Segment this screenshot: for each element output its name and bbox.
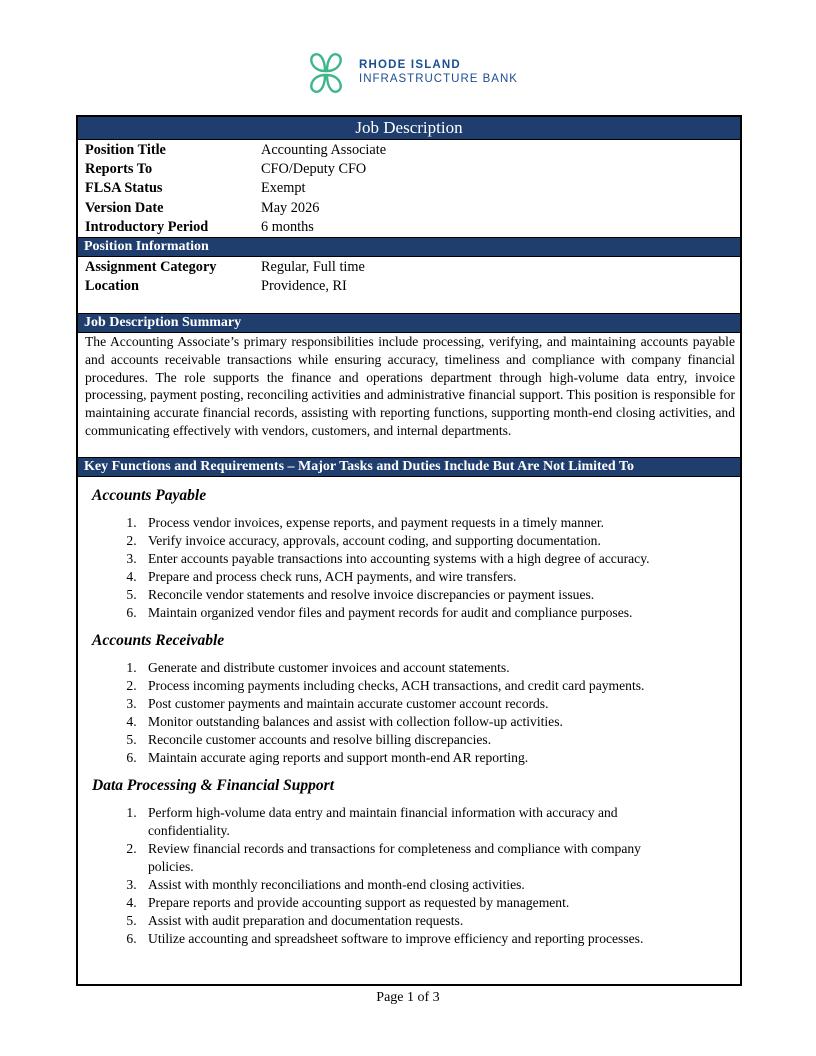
list-item: 5. Assist with audit preparation and documentation requests. <box>140 912 670 930</box>
list-item: 4. Monitor outstanding balances and assist with collection follow-up activities. <box>140 713 740 731</box>
duties-list <box>92 804 670 948</box>
detail-row <box>78 179 740 198</box>
section-data-processing <box>78 777 740 948</box>
info-label: Location <box>85 278 140 295</box>
detail-label: Position Title <box>85 142 166 158</box>
position-info-heading: Position Information <box>78 237 740 257</box>
info-value: Providence, RI <box>261 278 347 295</box>
info-row <box>78 277 740 296</box>
list-item: 1. Perform high-volume data entry and maintain financial information with accuracy and confidentiality. <box>140 804 670 840</box>
detail-row <box>78 199 740 218</box>
summary-heading: Job Description Summary <box>78 313 740 333</box>
org-name-line1: RHODE ISLAND <box>359 59 461 71</box>
document-title: Job Description <box>78 117 740 140</box>
detail-label: Introductory Period <box>85 218 209 235</box>
list-item: 1. Generate and distribute customer invoices and account statements. <box>140 659 740 677</box>
list-item: 3. Enter accounts payable transactions into accounting systems with a high degree of accuracy. <box>140 550 740 568</box>
list-item: 3. Assist with monthly reconciliations and month-end closing activities. <box>140 876 670 894</box>
detail-value: CFO/Deputy CFO <box>261 161 367 178</box>
organization-logo <box>302 50 522 100</box>
functions-heading: Key Functions and Requirements – Major Tasks and Duties Include But Are Not Limited To <box>78 457 740 477</box>
org-name-line2: INFRASTRUCTURE BANK <box>359 73 518 85</box>
detail-value: Accounting Associate <box>261 142 387 158</box>
organization-name <box>359 58 518 86</box>
summary-text: The Accounting Associate’s primary responsibilities include processing, verifying, and maintaining accounts payable and accounts receivable transactions while ensuring accuracy, timeliness and compliance with company financial procedures. The role supports the finance and operations department through high-volume data entry, invoice processing, payment posting, reconciling activities and administrative financial support. This position is responsible for maintaining accurate financial records, assisting with reporting functions, supporting month-end closing activities, and communicating effectively with vendors, customers, and internal departments. <box>85 333 735 438</box>
list-item: 4. Prepare reports and provide accounting support as requested by management. <box>140 894 670 912</box>
list-item: 4. Prepare and process check runs, ACH payments, and wire transfers. <box>140 568 740 586</box>
section-heading: Data Processing & Financial Support <box>92 776 335 794</box>
info-value: Regular, Full time <box>261 258 365 275</box>
section-accounts-payable <box>78 487 740 622</box>
list-item: 1. Process vendor invoices, expense reports, and payment requests in a timely manner. <box>140 514 740 532</box>
list-item: 5. Reconcile vendor statements and resolve invoice discrepancies or payment issues. <box>140 586 740 604</box>
section-accounts-receivable <box>78 632 740 767</box>
info-row <box>78 258 740 277</box>
detail-value: May 2026 <box>261 199 320 216</box>
list-item: 6. Maintain accurate aging reports and support month-end AR reporting. <box>140 749 740 767</box>
clover-logo-icon <box>302 50 348 96</box>
detail-row <box>78 218 740 237</box>
list-item: 5. Reconcile customer accounts and resolve billing discrepancies. <box>140 731 740 749</box>
list-item: 2. Review financial records and transactions for completeness and compliance with company policies. <box>140 840 670 876</box>
position-details <box>78 140 740 237</box>
position-info <box>78 257 740 313</box>
list-item: 3. Post customer payments and maintain accurate customer account records. <box>140 695 740 713</box>
list-item: 6. Utilize accounting and spreadsheet software to improve efficiency and reporting processes. <box>140 930 670 948</box>
section-heading: Accounts Receivable <box>92 631 225 649</box>
detail-label: FLSA Status <box>85 180 163 197</box>
detail-row <box>78 160 740 179</box>
list-item: 2. Process incoming payments including checks, ACH transactions, and credit card payments. <box>140 677 740 695</box>
detail-value: Exempt <box>261 180 306 197</box>
duties-list <box>92 514 740 622</box>
duties-list <box>92 659 740 767</box>
list-item: 2. Verify invoice accuracy, approvals, account coding, and supporting documentation. <box>140 532 740 550</box>
page-number: Page 1 of 3 <box>376 990 440 1005</box>
job-description-table <box>76 115 742 986</box>
section-heading: Accounts Payable <box>92 486 207 504</box>
detail-label: Reports To <box>85 161 153 178</box>
detail-value: 6 months <box>261 218 314 235</box>
detail-row <box>78 141 740 160</box>
list-item: 6. Maintain organized vendor files and payment records for audit and compliance purposes. <box>140 604 740 622</box>
detail-label: Version Date <box>85 199 164 216</box>
info-label: Assignment Category <box>85 258 217 275</box>
